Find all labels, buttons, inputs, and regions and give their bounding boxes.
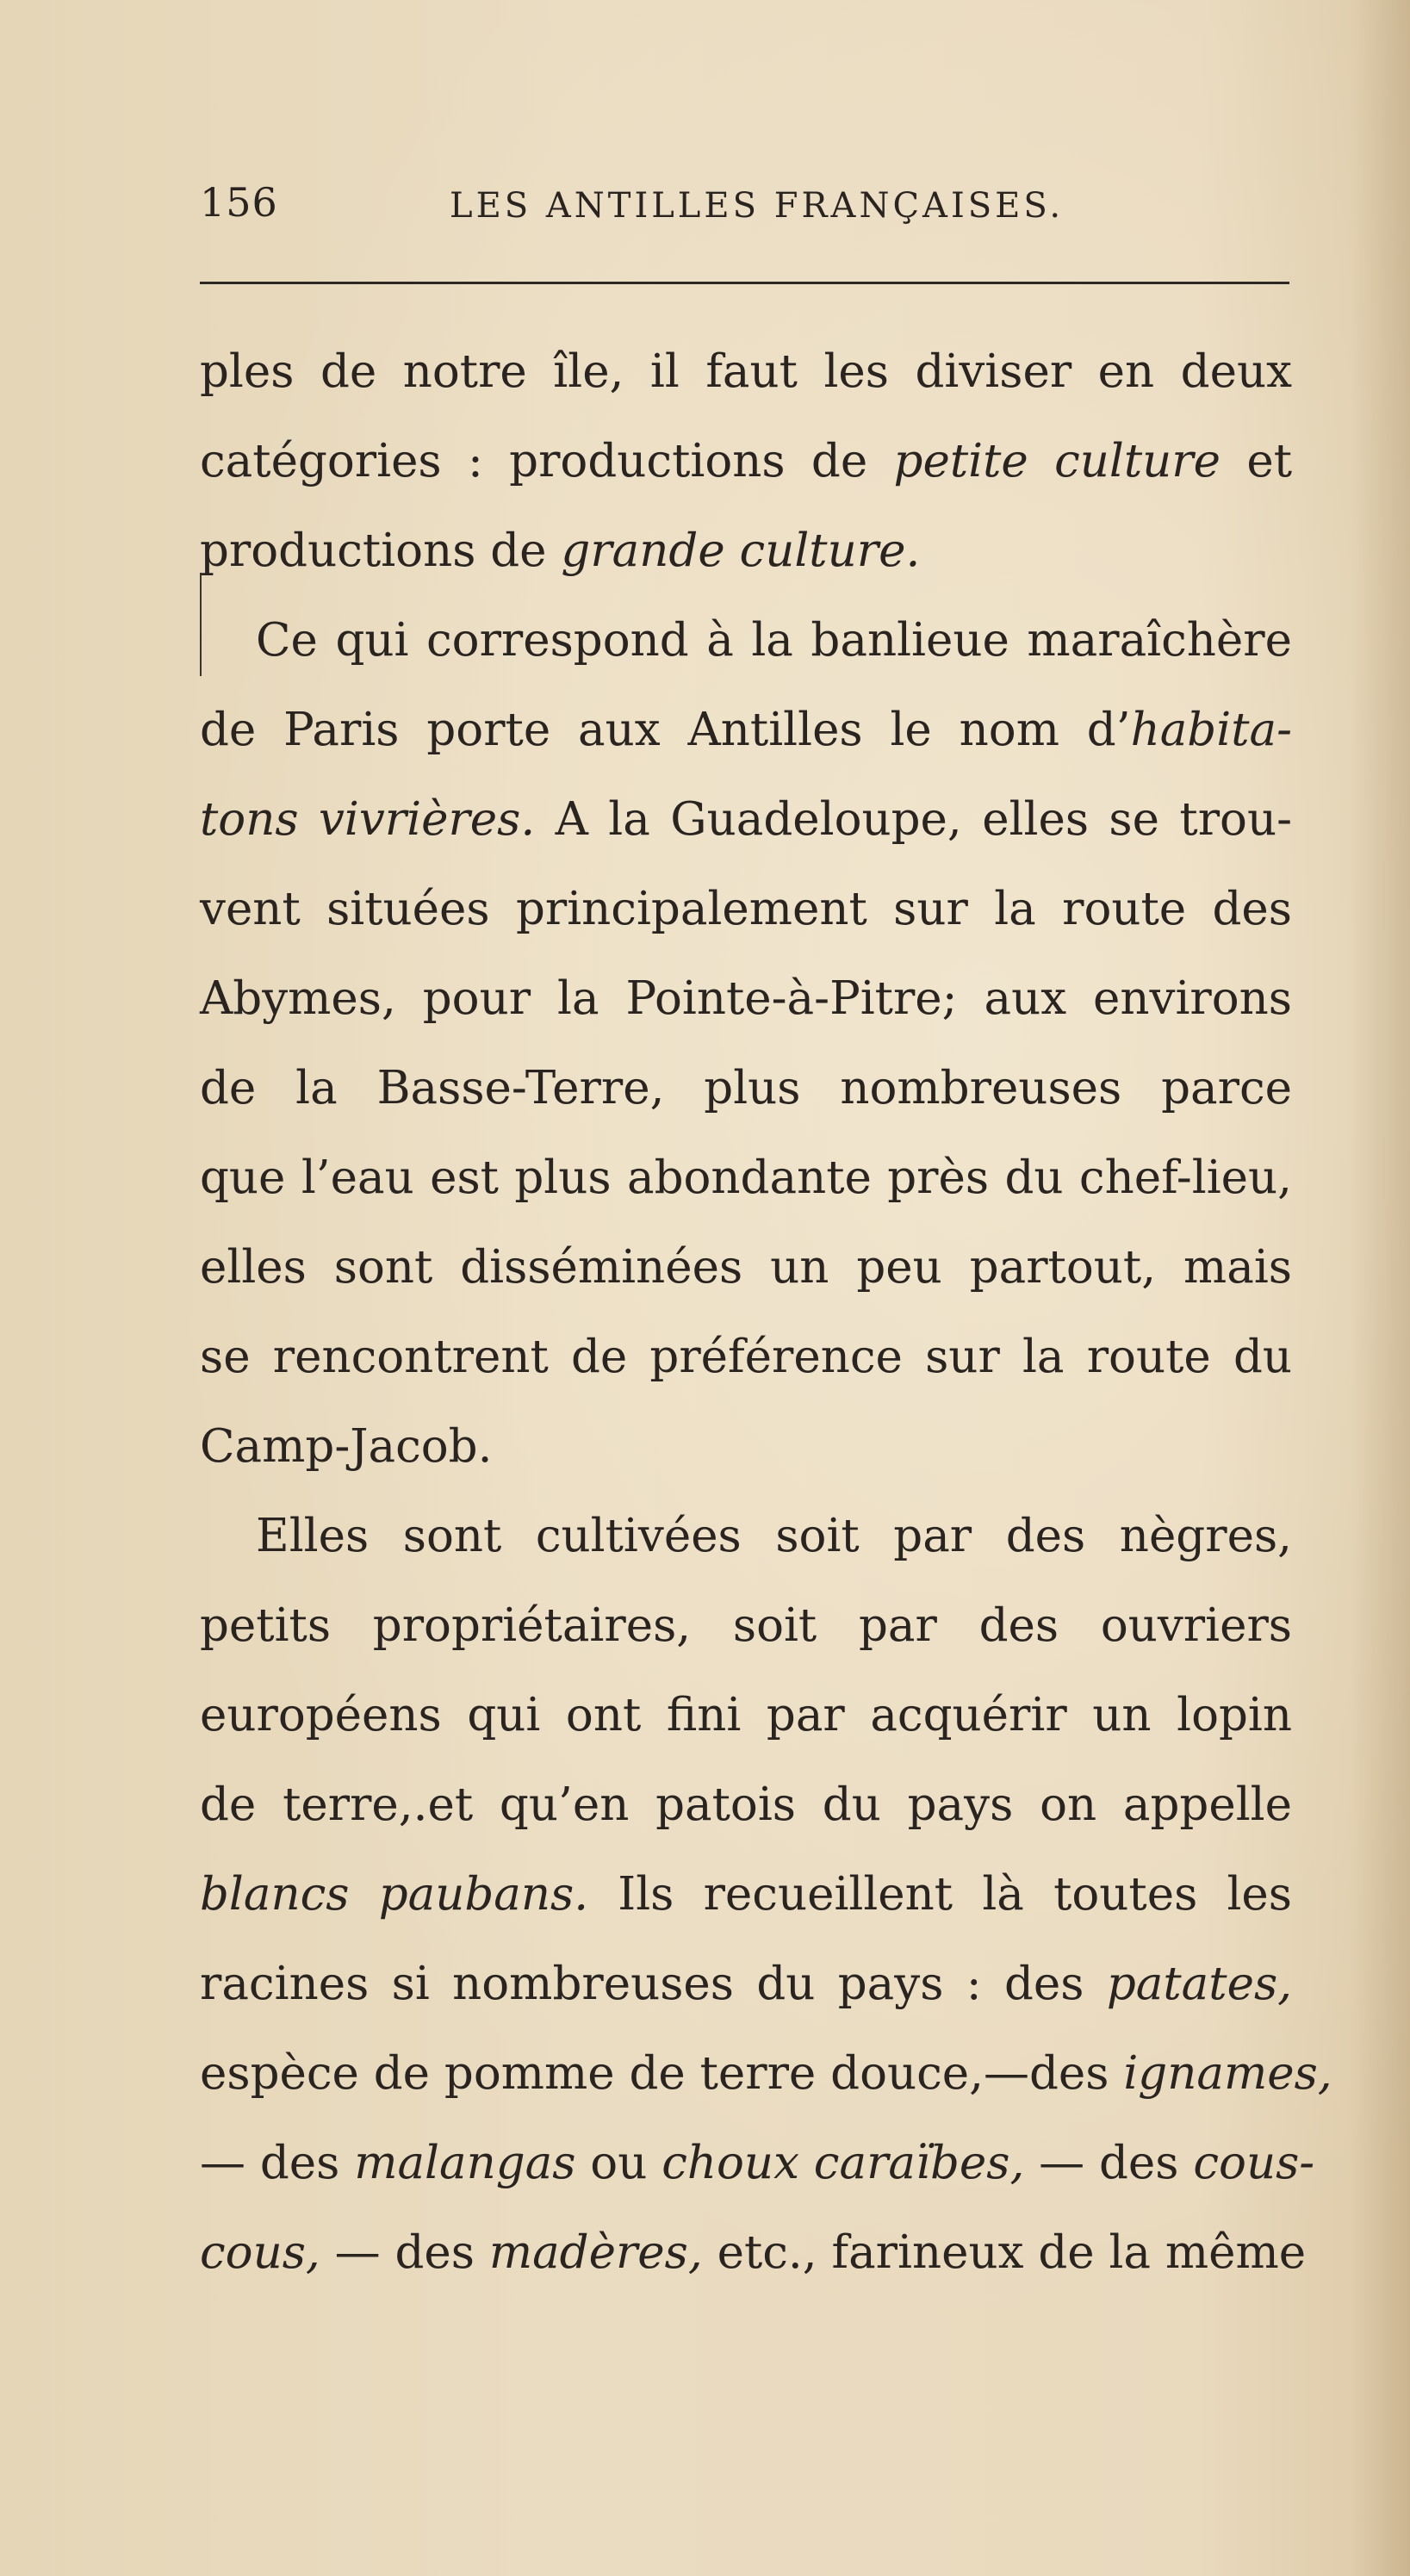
text-run: petits propriétaires, soit par des ouvriers [200,1599,1292,1652]
text-run: Elles sont cultivées soit par des nègres, [256,1510,1292,1562]
page-edge-shadow [1350,0,1410,2576]
text-run: Abymes, pour la Pointe-à-Pitre; aux environs [200,972,1292,1025]
text-line [200,1133,1292,1223]
text-line [200,954,1292,1044]
text-line [200,1223,1292,1313]
text-run: que l’eau est plus abondante près du chef-lieu, [200,1151,1292,1204]
text-run: ples de notre île, il faut les diviser en deux [200,345,1292,398]
page-number: 156 [200,179,278,226]
text-run: Ils recueillent là toutes les [588,1868,1292,1921]
text-run: — des [1024,2137,1194,2189]
text-run: etc., farineux de la même [702,2226,1307,2279]
italic-text: malangas [354,2137,576,2189]
text-run: espèce de pomme de terre douce,—des [200,2047,1124,2100]
italic-text: cous- [1193,2137,1315,2189]
italic-text: madères, [488,2226,703,2279]
italic-text: blancs paubans. [200,1868,589,1921]
text-line [200,2208,1307,2298]
italic-text: grande culture. [561,525,921,577]
italic-text: choux caraïbes, [662,2137,1025,2189]
text-line [200,686,1292,775]
text-run: racines si nombreuses du pays : des [200,1958,1107,2010]
text-line [200,1492,1292,1581]
text-line [200,1671,1292,1760]
text-run: se rencontrent de préférence sur la route du [200,1331,1292,1383]
text-run: de terre,.et qu’en patois du pays on appelle [200,1778,1292,1831]
text-run: Ce qui correspond à la banlieue maraîchère [256,614,1292,667]
text-line [200,1402,1292,1492]
text-run: — des [320,2226,489,2279]
italic-text: patates, [1106,1958,1292,2010]
text-run: — des [200,2137,355,2189]
text-line [200,1313,1292,1402]
running-header [200,177,1289,228]
italic-text: tons vivrières. [200,793,536,846]
text-line [200,327,1292,417]
running-title: LES ANTILLES FRANÇAISES. [450,186,1065,226]
text-line [200,1850,1292,1940]
italic-text: petite culture [893,435,1221,487]
text-line [200,417,1292,506]
header-rule [200,282,1289,284]
text-line [200,2119,1315,2208]
text-line [200,1940,1292,2029]
text-run: productions de [200,525,562,577]
text-run: de Paris porte aux Antilles le nom d’ [200,704,1131,756]
text-run: A la Guadeloupe, elles se trou- [535,793,1293,846]
text-run: européens qui ont fini par acquérir un lopin [200,1689,1292,1741]
text-line [200,865,1292,954]
italic-text: cous, [200,2226,320,2279]
text-run: vent situées principalement sur la route des [200,883,1292,935]
text-run: catégories : productions de [200,435,894,487]
text-run: elles sont disséminées un peu partout, mais [200,1241,1292,1294]
italic-text: ignames, [1123,2047,1332,2100]
text-run: et [1221,435,1293,487]
text-line [200,2029,1332,2119]
body-text [200,327,1332,2298]
text-line [200,1581,1292,1671]
text-run: de la Basse-Terre, plus nombreuses parce [200,1062,1292,1114]
text-line [200,775,1292,865]
text-line [200,596,1292,686]
text-line [200,506,1292,596]
italic-text: habita- [1130,704,1292,756]
text-run: Camp-Jacob. [200,1420,493,1473]
text-line [200,1760,1292,1850]
text-run: ou [575,2137,662,2189]
text-line [200,1044,1292,1133]
